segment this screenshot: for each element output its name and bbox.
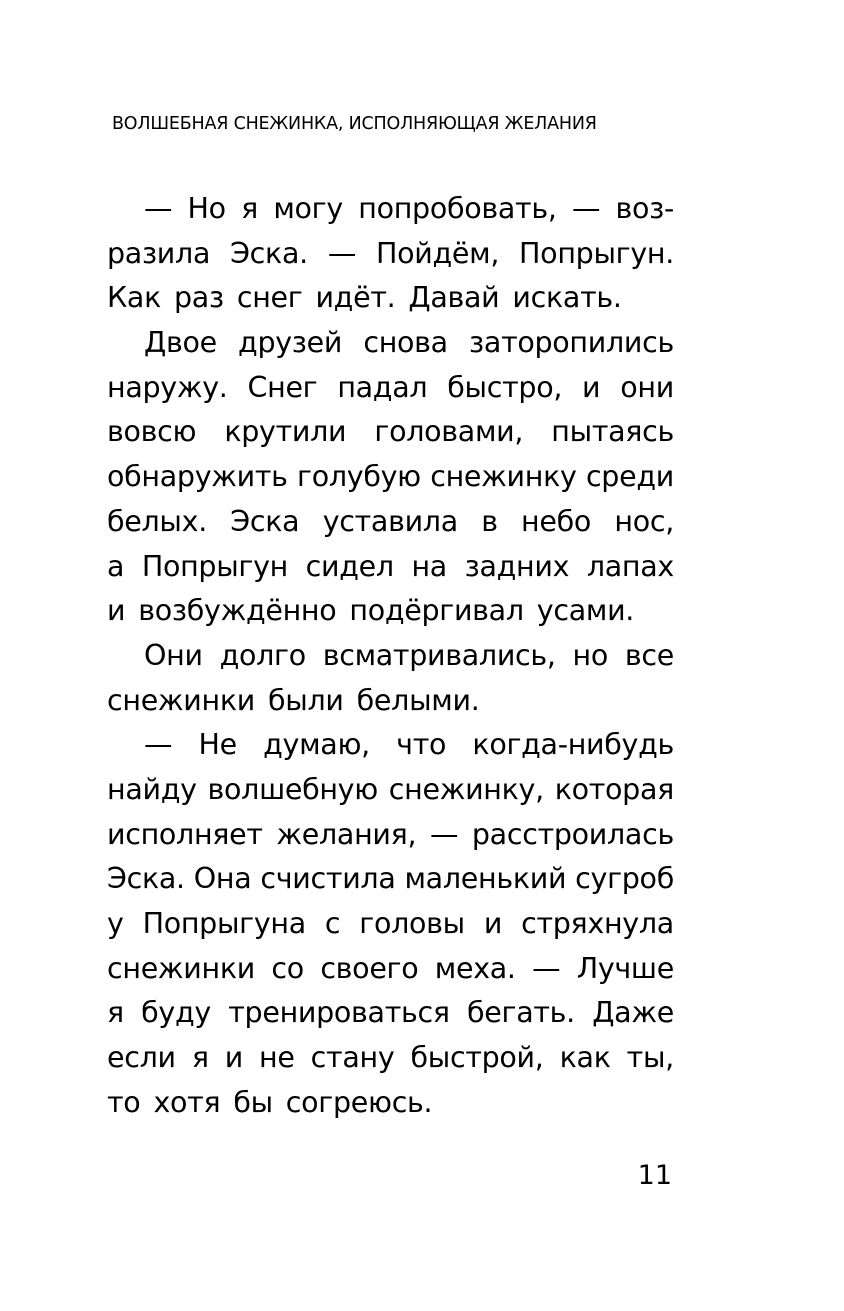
word: на xyxy=(411,549,447,583)
word: быстро, xyxy=(447,370,563,404)
word: усами. xyxy=(536,594,635,628)
text-line xyxy=(107,723,674,768)
text-line xyxy=(107,410,674,455)
word: маленький xyxy=(404,862,567,896)
word: счистила xyxy=(260,862,396,896)
word: с xyxy=(324,907,341,940)
word: согреюсь. xyxy=(285,1085,433,1119)
word: сугроб xyxy=(575,862,674,896)
word: хотя xyxy=(153,1085,221,1119)
text-line xyxy=(107,857,674,902)
word: волшебную xyxy=(207,772,378,806)
word: — xyxy=(532,951,561,985)
text-line xyxy=(107,991,674,1036)
text-line xyxy=(107,500,674,545)
word: — xyxy=(144,728,173,762)
word: пытаясь xyxy=(551,415,674,449)
word: быстрой, xyxy=(410,1041,544,1075)
word: я xyxy=(191,1041,209,1075)
word: наружу. xyxy=(107,370,228,404)
text-line xyxy=(107,321,674,366)
text-line xyxy=(107,455,674,500)
word: разила xyxy=(107,236,211,270)
word: найду xyxy=(107,772,197,806)
word: лапах xyxy=(586,549,674,583)
word: Попрыгун. xyxy=(519,236,674,270)
word: среди xyxy=(585,460,674,494)
word: белых. xyxy=(107,504,207,538)
word: снег xyxy=(236,281,303,315)
word: Двое xyxy=(144,326,217,360)
word: бы xyxy=(233,1085,273,1119)
word: снежинки xyxy=(107,951,256,985)
word: тренироваться xyxy=(228,996,450,1030)
paragraph xyxy=(107,634,674,723)
word: стряхнула xyxy=(521,907,674,940)
word: я xyxy=(107,996,124,1030)
text-line xyxy=(107,232,674,277)
word: я xyxy=(241,192,258,225)
word: у xyxy=(107,907,124,940)
word: снежинки xyxy=(107,683,256,717)
word: — xyxy=(571,192,601,225)
word: обнаружить xyxy=(107,460,288,494)
text-line xyxy=(107,902,674,947)
word: Они xyxy=(144,638,203,672)
text-line xyxy=(107,634,674,679)
word: что xyxy=(396,728,447,762)
word: искать. xyxy=(512,281,622,315)
word: и xyxy=(582,370,601,404)
word: думаю, xyxy=(263,728,370,762)
word: снежинку, xyxy=(388,772,544,806)
word: Лучше xyxy=(576,951,674,985)
word: ты, xyxy=(626,1041,674,1075)
word: всматривались, xyxy=(322,638,556,672)
word: падал xyxy=(337,370,428,404)
page-number: 11 xyxy=(637,1160,672,1191)
word: — xyxy=(144,192,173,225)
text-line xyxy=(107,276,674,321)
word: Эска. xyxy=(230,236,308,270)
word: и xyxy=(107,594,126,628)
body-text xyxy=(107,187,674,1125)
word: своего xyxy=(320,951,419,985)
word: Давай xyxy=(408,281,500,315)
word: Снег xyxy=(247,370,318,404)
word: то xyxy=(107,1085,141,1119)
word: бегать. xyxy=(467,996,575,1030)
paragraph xyxy=(107,187,674,321)
word: Даже xyxy=(592,996,674,1030)
text-line xyxy=(107,947,674,992)
word: раз xyxy=(174,281,224,315)
word: возбуждённо xyxy=(138,594,337,628)
word: вовсю xyxy=(107,415,197,449)
word: Не xyxy=(198,728,237,762)
word: — xyxy=(327,236,357,270)
word: головы xyxy=(359,907,465,940)
word: снова xyxy=(363,326,448,360)
word: все xyxy=(624,638,674,672)
word: если xyxy=(107,1041,176,1075)
text-line xyxy=(107,545,674,590)
word: как xyxy=(559,1041,611,1075)
word: они xyxy=(620,370,674,404)
word: были xyxy=(268,683,344,717)
text-line xyxy=(107,768,674,813)
word: белыми. xyxy=(356,683,480,717)
text-line xyxy=(107,589,674,634)
word: расстроилась xyxy=(471,817,674,851)
word: стану xyxy=(310,1041,395,1075)
word: Попрыгуна xyxy=(142,907,306,940)
word: но xyxy=(572,638,609,672)
paragraph xyxy=(107,321,674,634)
word: могу xyxy=(273,192,343,225)
word: исполняет xyxy=(107,817,263,851)
word: попробовать, xyxy=(358,192,557,225)
word: не xyxy=(259,1041,295,1075)
word: головами, xyxy=(374,415,524,449)
word: подёргивал xyxy=(349,594,524,628)
word: друзей xyxy=(238,326,343,360)
word: нос, xyxy=(614,504,674,538)
word: крутили xyxy=(224,415,347,449)
word: задних xyxy=(464,549,570,583)
word: идёт. xyxy=(315,281,396,315)
word: Эска. xyxy=(107,862,185,896)
text-line xyxy=(107,1081,674,1126)
text-line xyxy=(107,679,674,724)
word: заторопились xyxy=(469,326,674,360)
text-line xyxy=(107,366,674,411)
word: желания, xyxy=(276,817,417,851)
word: воз- xyxy=(615,192,674,225)
word: и xyxy=(483,907,503,940)
word: Пойдём, xyxy=(376,236,500,270)
word: а xyxy=(107,549,125,583)
word: сидел xyxy=(305,549,394,583)
text-line xyxy=(107,813,674,858)
word: которая xyxy=(554,772,674,806)
word: буду xyxy=(141,996,211,1030)
word: снежинку xyxy=(430,460,577,494)
word: — xyxy=(429,817,459,851)
word: Попрыгун xyxy=(141,549,288,583)
text-line xyxy=(107,187,674,232)
word: меха. xyxy=(434,951,516,985)
word: небо xyxy=(521,504,592,538)
word: и xyxy=(224,1041,243,1075)
running-header: ВОЛШЕБНАЯ СНЕЖИНКА, ИСПОЛНЯЮЩАЯ ЖЕЛАНИЯ xyxy=(112,114,597,134)
word: Она xyxy=(193,862,252,896)
word: со xyxy=(271,951,304,985)
word: уставила xyxy=(322,504,458,538)
word: Но xyxy=(187,192,226,225)
word: в xyxy=(481,504,498,538)
paragraph xyxy=(107,723,674,1125)
word: когда-нибудь xyxy=(472,728,674,762)
word: долго xyxy=(219,638,306,672)
word: Эска xyxy=(230,504,300,538)
word: Как xyxy=(107,281,162,315)
word: голубую xyxy=(297,460,421,494)
text-line xyxy=(107,1036,674,1081)
